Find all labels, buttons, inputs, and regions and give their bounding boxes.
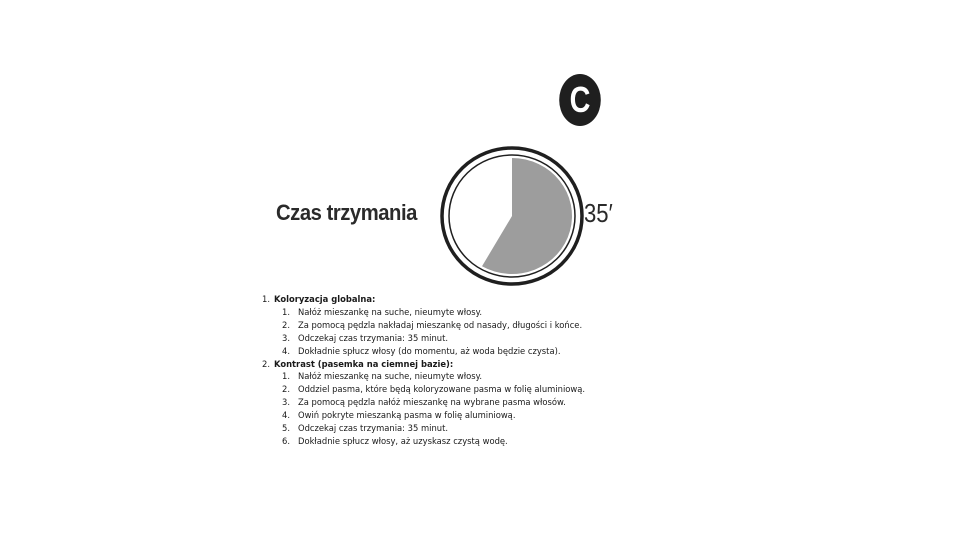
step-text: Dokładnie spłucz włosy, aż uzyskasz czystą wodę. <box>298 435 508 446</box>
section-title: Koloryzacja globalna: <box>274 294 376 304</box>
step-text: Nałóż mieszankę na suche, nieumyte włosy. <box>298 306 483 317</box>
section-number: 2. <box>262 358 270 369</box>
list-item <box>262 422 682 435</box>
badge-letter: C <box>569 79 591 120</box>
list-item <box>262 319 682 332</box>
list-item <box>262 306 682 319</box>
letter-badge <box>559 74 601 126</box>
section-header <box>262 358 682 371</box>
step-text: Odczekaj czas trzymania: 35 minut. <box>298 423 449 434</box>
section-contrast <box>262 358 682 448</box>
step-text: Owiń pokryte mieszanką pasma w folię aluminiową. <box>298 410 516 421</box>
list-item <box>262 332 682 345</box>
step-number: 3. <box>282 397 290 408</box>
section-coloring <box>262 293 682 358</box>
step-number: 4. <box>282 410 290 421</box>
step-text: Za pomocą pędzla nałóż mieszankę na wybrane pasma włosów. <box>298 397 566 408</box>
instructions-list <box>262 293 682 448</box>
hold-time-label: Czas trzymania <box>276 200 417 225</box>
step-text: Odczekaj czas trzymania: 35 minut. <box>298 332 449 343</box>
step-number: 2. <box>282 384 290 395</box>
clock-timer-icon <box>440 146 584 286</box>
hold-time-value: 35′ <box>584 198 613 228</box>
section-header <box>262 293 682 306</box>
step-text: Dokładnie spłucz włosy (do momentu, aż woda będzie czysta). <box>298 345 561 356</box>
step-number: 2. <box>282 319 290 330</box>
step-number: 6. <box>282 435 290 446</box>
step-number: 1. <box>282 371 290 382</box>
step-text: Nałóż mieszankę na suche, nieumyte włosy. <box>298 371 483 382</box>
step-number: 1. <box>282 306 290 317</box>
step-text: Za pomocą pędzla nakładaj mieszankę od nasady, długości i końce. <box>298 319 583 330</box>
list-item <box>262 409 682 422</box>
step-number: 5. <box>282 423 290 434</box>
section-title: Kontrast (pasemka na ciemnej bazie): <box>274 358 454 369</box>
step-number: 4. <box>282 345 290 356</box>
list-item <box>262 435 682 448</box>
list-item <box>262 396 682 409</box>
list-item <box>262 345 682 358</box>
section-number: 1. <box>262 294 270 304</box>
list-item <box>262 370 682 383</box>
step-number: 3. <box>282 332 290 343</box>
list-item <box>262 383 682 396</box>
step-text: Oddziel pasma, które będą koloryzowane pasma w folię aluminiową. <box>298 384 586 395</box>
